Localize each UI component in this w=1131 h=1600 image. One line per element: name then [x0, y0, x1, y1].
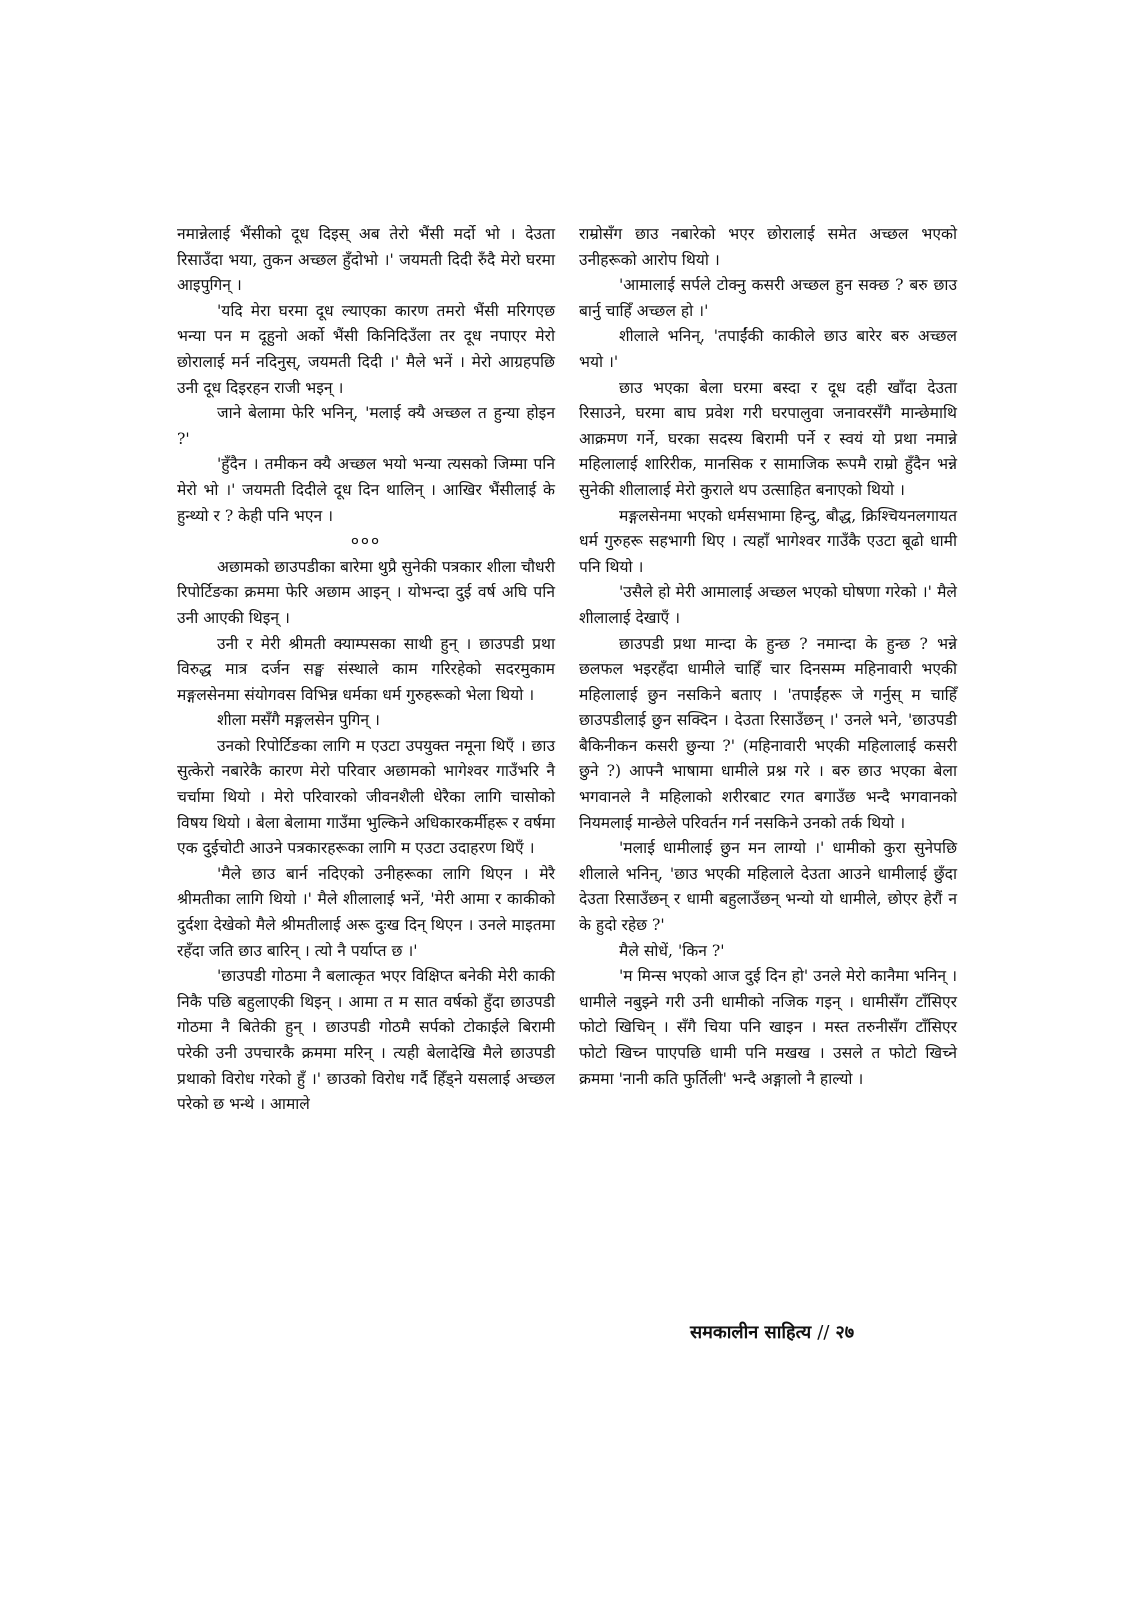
left-column — [177, 222, 555, 1118]
paragraph: 'हुँदैन । तमीकन क्यै अच्छल भयो भन्या त्यसको जिम्मा पनि मेरो भो ।' जयमती दिदीले दूध दिन थालिन् । आखिर भैंसीलाई के हुन्थ्यो र ? केही पनि भएन । — [177, 455, 555, 525]
paragraph: शीला मसँगै मङ्गलसेन पुगिन् । — [217, 711, 380, 730]
paragraph: 'उसैले हो मेरी आमालाई अच्छल भएको घोषणा गरेको ।' मैले शीलालाई देखाएँ । — [579, 583, 957, 627]
page-footer — [690, 1320, 950, 1344]
paragraph: 'आमालाई सर्पले टोक्नु कसरी अच्छल हुन सक्छ ? बरु छाउ बार्नु चाहिँ अच्छल हो ।' — [579, 276, 957, 320]
paragraph: छाउपडी प्रथा मान्दा के हुन्छ ? नमान्दा के हुन्छ ? भन्ने छलफल भइरहँदा धामीले चाहिँ चार दिनसम्म महिनावारी भएकी महिलालाई छुन नसकिने बताए । 'तपाईंहरू जे गर्नुस् म चाहिँ छाउपडीलाई छुन सक्दिन । देउता रिसाउँछन् ।' उनले भने, 'छाउपडी बैकिनीकन कसरी छुन्या ?' (महिनावारी भएकी महिलालाई कसरी छुने ?) आफ्नै भाषामा धामीले प्रश्न गरे । बरु छाउ भएका बेला भगवानले नै महिलाको शरीरबाट रगत बगाउँछ भन्दै भगवानको नियमलाई मान्छेले परिवर्तन गर्न नसकिने उनको तर्क थियो । — [579, 634, 957, 832]
paragraph: राम्रोसँग छाउ नबारेको भएर छोरालाई समेत अच्छल भएको उनीहरूको आरोप थियो । — [579, 225, 957, 269]
paragraph: 'मलाई धामीलाई छुन मन लाग्यो ।' धामीको कुरा सुनेपछि शीलाले भनिन्, 'छाउ भएकी महिलाले देउता आउने धामीलाई छुँदा देउता रिसाउँछन् र धामी बहुलाउँछन् भन्यो यो धामीले, छोएर हेरौं न के हुदो रहेछ ?' — [579, 839, 957, 935]
paragraph: उनको रिपोर्टिङका लागि म एउटा उपयुक्त नमूना थिएँ । छाउ सुत्केरो नबारेकै कारण मेरो परिवार अछामको भागेश्वर गाउँभरि नै चर्चामा थियो । मेरो परिवारको जीवनशैली धेरैका लागि चासोको विषय थियो । बेला बेलामा गाउँमा भुल्किने अधिकारकर्मीहरू र वर्षमा एक दुईचोटी आउने पत्रकारहरूका लागि म एउटा उदाहरण थिएँ । — [177, 736, 555, 858]
paragraph: अछामको छाउपडीका बारेमा थुप्रै सुनेकी पत्रकार शीला चौधरी रिपोर्टिङका क्रममा फेरि अछाम आइन् । योभन्दा दुई वर्ष अघि पनि उनी आएकी थिइन् । — [177, 557, 555, 627]
section-divider: ००० — [350, 532, 382, 551]
paragraph: 'यदि मेरा घरमा दूध ल्याएका कारण तमरो भैंसी मरिगएछ भन्या पन म दूहुनो अर्को भैंसी किनिदिउँला तर दूध नपाएर मेरो छोरालाई मर्न नदिनुस्, जयमती दिदी ।' मैले भनें । मेरो आग्रहपछि उनी दूध दिइरहन राजी भइन् । — [177, 301, 555, 397]
paragraph: शीलाले भनिन्, 'तपाईंकी काकीले छाउ बारेर बरु अच्छल भयो ।' — [579, 327, 957, 371]
paragraph: नमान्नेलाई भैंसीको दूध दिइस् अब तेरो भैंसी मर्दो भो । देउता रिसाउँदा भया, तुकन अच्छल हुँदोभो ।' जयमती दिदी रुँदै मेरो घरमा आइपुगिन् । — [177, 225, 555, 295]
right-column — [579, 222, 957, 1092]
footer-separator: // — [817, 1322, 830, 1343]
paragraph: मैले सोधें, 'किन ?' — [619, 941, 725, 960]
publication-title: समकालीन साहित्य — [690, 1322, 812, 1343]
paragraph: उनी र मेरी श्रीमती क्याम्पसका साथी हुन् । छाउपडी प्रथा विरुद्ध मात्र दर्जन सङ्घ संस्थाले काम गरिरहेको सदरमुकाम मङ्गलसेनमा संयोगवस विभिन्न धर्मका धर्म गुरुहरूको भेला थियो । — [177, 634, 555, 704]
paragraph: 'मैले छाउ बार्न नदिएको उनीहरूका लागि थिएन । मेरै श्रीमतीका लागि थियो ।' मैले शीलालाई भनें, 'मेरी आमा र काकीको दुर्दशा देखेको मैले श्रीमतीलाई अरू दुःख दिन् थिएन । उनले माइतमा रहँदा जति छाउ बारिन् । त्यो नै पर्याप्त छ ।' — [177, 864, 555, 960]
paragraph: जाने बेलामा फेरि भनिन्, 'मलाई क्यै अच्छल त हुन्या होइन ?' — [177, 404, 555, 448]
paragraph: छाउ भएका बेला घरमा बस्दा र दूध दही खाँदा देउता रिसाउने, घरमा बाघ प्रवेश गरी घरपालुवा जनावरसँगै मान्छेमाथि आक्रमण गर्ने, घरका सदस्य बिरामी पर्ने र स्वयं यो प्रथा नमान्ने महिलालाई शारिरीक, मानसिक र सामाजिक रूपमै राम्रो हुँदैन भन्ने सुनेकी शीलालाई मेरो कुराले थप उत्साहित बनाएको थियो । — [579, 378, 957, 499]
paragraph: 'छाउपडी गोठमा नै बलात्कृत भएर विक्षिप्त बनेकी मेरी काकी निकै पछि बहुलाएकी थिइन् । आमा त म सात वर्षको हुँदा छाउपडी गोठमा नै बितेकी हुन् । छाउपडी गोठमै सर्पको टोकाईले बिरामी परेकी उनी उपचारकै क्रममा मरिन् । त्यही बेलादेखि मैले छाउपडी प्रथाको विरोध गरेको हुँ ।' छाउको विरोध गर्दै हिँड्ने यसलाई अच्छल परेको छ भन्थे । आमाले — [177, 967, 555, 1114]
paragraph: मङ्गलसेनमा भएको धर्मसभामा हिन्दु, बौद्ध, क्रिश्चियनलगायत धर्म गुरुहरू सहभागी थिए । त्यहाँ भागेश्वर गाउँकै एउटा बूढो धामी पनि थियो । — [579, 506, 957, 576]
page-number: २७ — [835, 1322, 855, 1343]
paragraph: 'म मिन्स भएको आज दुई दिन हो' उनले मेरो कानैमा भनिन् । धामीले नबुझ्ने गरी उनी धामीको नजिक गइन् । धामीसँग टाँसिएर फोटो खिचिन् । सँगै चिया पनि खाइन । मस्त तरुनीसँग टाँसिएर फोटो खिच्न पाएपछि धामी पनि मखख । उसले त फोटो खिच्ने क्रममा 'नानी कति फुर्तिली' भन्दै अङ्गालो नै हाल्यो । — [579, 967, 957, 1088]
